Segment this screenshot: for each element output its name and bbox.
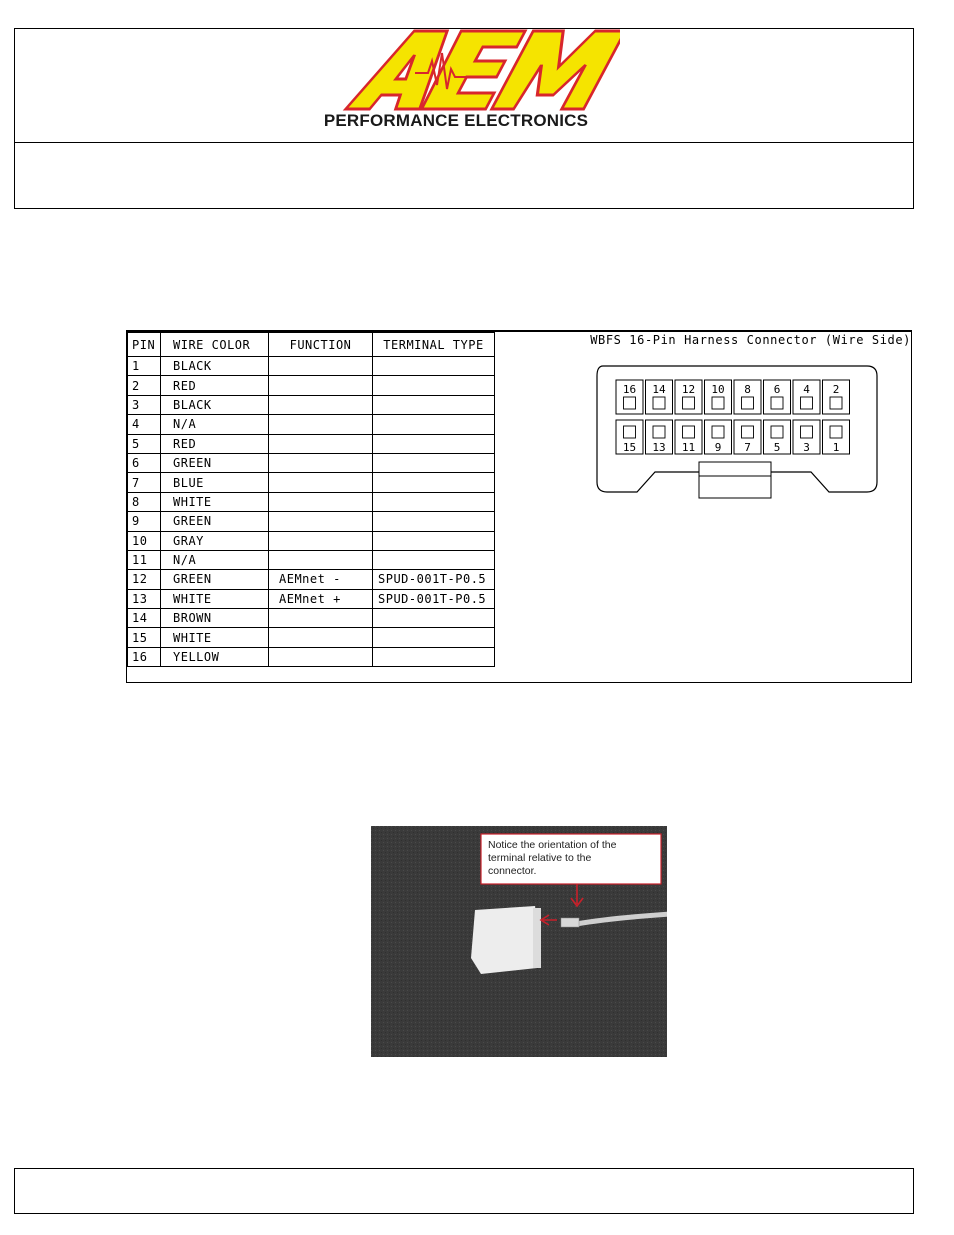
pin-label-16: 16 [622,383,637,396]
pinout-panel [126,330,912,683]
pin-terminal-1 [830,426,842,438]
table-row [128,473,495,492]
terminal-type-cell [373,531,495,550]
wire-color-cell: WHITE [161,628,269,647]
pin-terminal-15 [624,426,636,438]
pin-terminal-6 [771,397,783,409]
pin-terminal-4 [801,397,813,409]
callout-line-1: Notice the orientation of the [488,839,617,851]
pin-terminal-5 [771,426,783,438]
wire-color-cell: WHITE [161,492,269,511]
wire-color-cell: BLUE [161,473,269,492]
logo-subtitle: PERFORMANCE ELECTRONICS [323,111,589,130]
function-cell: AEMnet - [269,570,373,589]
function-cell [269,357,373,376]
wire-color-cell: BROWN [161,609,269,628]
pin-label-1: 1 [832,441,840,454]
table-row [128,531,495,550]
pin-label-11: 11 [681,441,696,454]
pin-terminal-10 [712,397,724,409]
pin-row-bottom [616,420,850,454]
table-row [128,492,495,511]
pinout-table [127,332,495,667]
function-cell [269,415,373,434]
function-cell [269,647,373,666]
pin-cell: 12 [128,570,161,589]
pin-label-6: 6 [773,383,781,396]
pin-label-9: 9 [714,441,722,454]
header-wire-color: WIRE COLOR [161,333,269,357]
table-row [128,415,495,434]
pin-label-15: 15 [622,441,637,454]
function-cell [269,609,373,628]
function-cell: AEMnet + [269,589,373,608]
pin-label-5: 5 [773,441,781,454]
pin-terminal-12 [683,397,695,409]
pin-cell: 2 [128,376,161,395]
pin-terminal-13 [653,426,665,438]
terminal-type-cell [373,415,495,434]
wire-color-cell: GREEN [161,453,269,472]
document-header [14,28,914,209]
pin-cell: 11 [128,550,161,569]
table-row [128,357,495,376]
pin-label-13: 13 [652,441,666,454]
pin-cell: 6 [128,453,161,472]
function-cell [269,453,373,472]
function-cell [269,376,373,395]
pin-cell: 4 [128,415,161,434]
table-row [128,453,495,472]
function-cell [269,434,373,453]
terminal-type-cell [373,492,495,511]
terminal-type-cell [373,357,495,376]
connector-title: WBFS 16-Pin Harness Connector (Wire Side) [590,333,911,347]
terminal-type-cell [373,376,495,395]
pin-terminal-9 [712,426,724,438]
table-row [128,395,495,414]
pin-terminal-3 [801,426,813,438]
function-cell [269,492,373,511]
header-function: FUNCTION [269,333,373,357]
pin-cell: 5 [128,434,161,453]
pin-cell: 13 [128,589,161,608]
pin-cell: 3 [128,395,161,414]
connector-housing [471,906,541,974]
wire-color-cell: GREEN [161,512,269,531]
table-row [128,647,495,666]
pin-cell: 10 [128,531,161,550]
pin-terminal-14 [653,397,665,409]
wire-color-cell: WHITE [161,589,269,608]
pin-cell: 16 [128,647,161,666]
pin-terminal-2 [830,397,842,409]
function-cell [269,473,373,492]
wire-color-cell: BLACK [161,357,269,376]
table-row [128,628,495,647]
terminal-type-cell [373,395,495,414]
function-cell [269,628,373,647]
pin-cell: 8 [128,492,161,511]
table-row [128,589,495,608]
pin-label-2: 2 [832,383,840,396]
pin-terminal-11 [683,426,695,438]
wire-color-cell: N/A [161,550,269,569]
pinout-table-body [128,357,495,667]
terminal-type-cell [373,453,495,472]
function-cell [269,550,373,569]
document-footer [14,1168,914,1214]
table-row [128,570,495,589]
pin-label-4: 4 [803,383,810,396]
function-cell [269,531,373,550]
header-pin: PIN [128,333,161,357]
wire-color-cell: YELLOW [161,647,269,666]
callout-line-3: connector. [488,865,537,877]
connector-diagram [591,360,891,500]
table-row [128,550,495,569]
connector-housing-side [533,908,541,968]
pin-row-top [616,380,850,414]
function-cell [269,395,373,414]
terminal-type-cell [373,550,495,569]
connector-photo [371,826,667,1057]
terminal-type-cell [373,628,495,647]
table-row [128,434,495,453]
pin-cell: 7 [128,473,161,492]
pin-label-12: 12 [681,383,696,396]
terminal-type-cell [373,609,495,628]
crimp-terminal [561,918,579,927]
terminal-type-cell [373,512,495,531]
callout-line-2: terminal relative to the [488,852,592,864]
terminal-type-cell: SPUD-001T-P0.5 [373,570,495,589]
pin-label-14: 14 [652,383,666,396]
pin-cell: 9 [128,512,161,531]
terminal-type-cell [373,434,495,453]
pin-terminal-16 [624,397,636,409]
pin-cell: 15 [128,628,161,647]
wire-color-cell: BLACK [161,395,269,414]
terminal-type-cell [373,473,495,492]
table-row [128,609,495,628]
header-terminal-type: TERMINAL TYPE [373,333,495,357]
wire-color-cell: RED [161,434,269,453]
table-header-row [128,333,495,357]
terminal-type-cell: SPUD-001T-P0.5 [373,589,495,608]
wire-color-cell: N/A [161,415,269,434]
pin-label-7: 7 [744,441,751,454]
pin-label-8: 8 [744,383,751,396]
table-row [128,512,495,531]
wire-color-cell: GREEN [161,570,269,589]
connector-latch [699,462,771,498]
pin-cell: 1 [128,357,161,376]
pin-cell: 14 [128,609,161,628]
function-cell [269,512,373,531]
terminal-type-cell [373,647,495,666]
pin-label-3: 3 [803,441,810,454]
pin-terminal-7 [742,426,754,438]
table-row [128,376,495,395]
wire-color-cell: RED [161,376,269,395]
header-divider [15,142,913,143]
pin-terminal-8 [742,397,754,409]
pin-label-10: 10 [711,383,725,396]
wire-color-cell: GRAY [161,531,269,550]
